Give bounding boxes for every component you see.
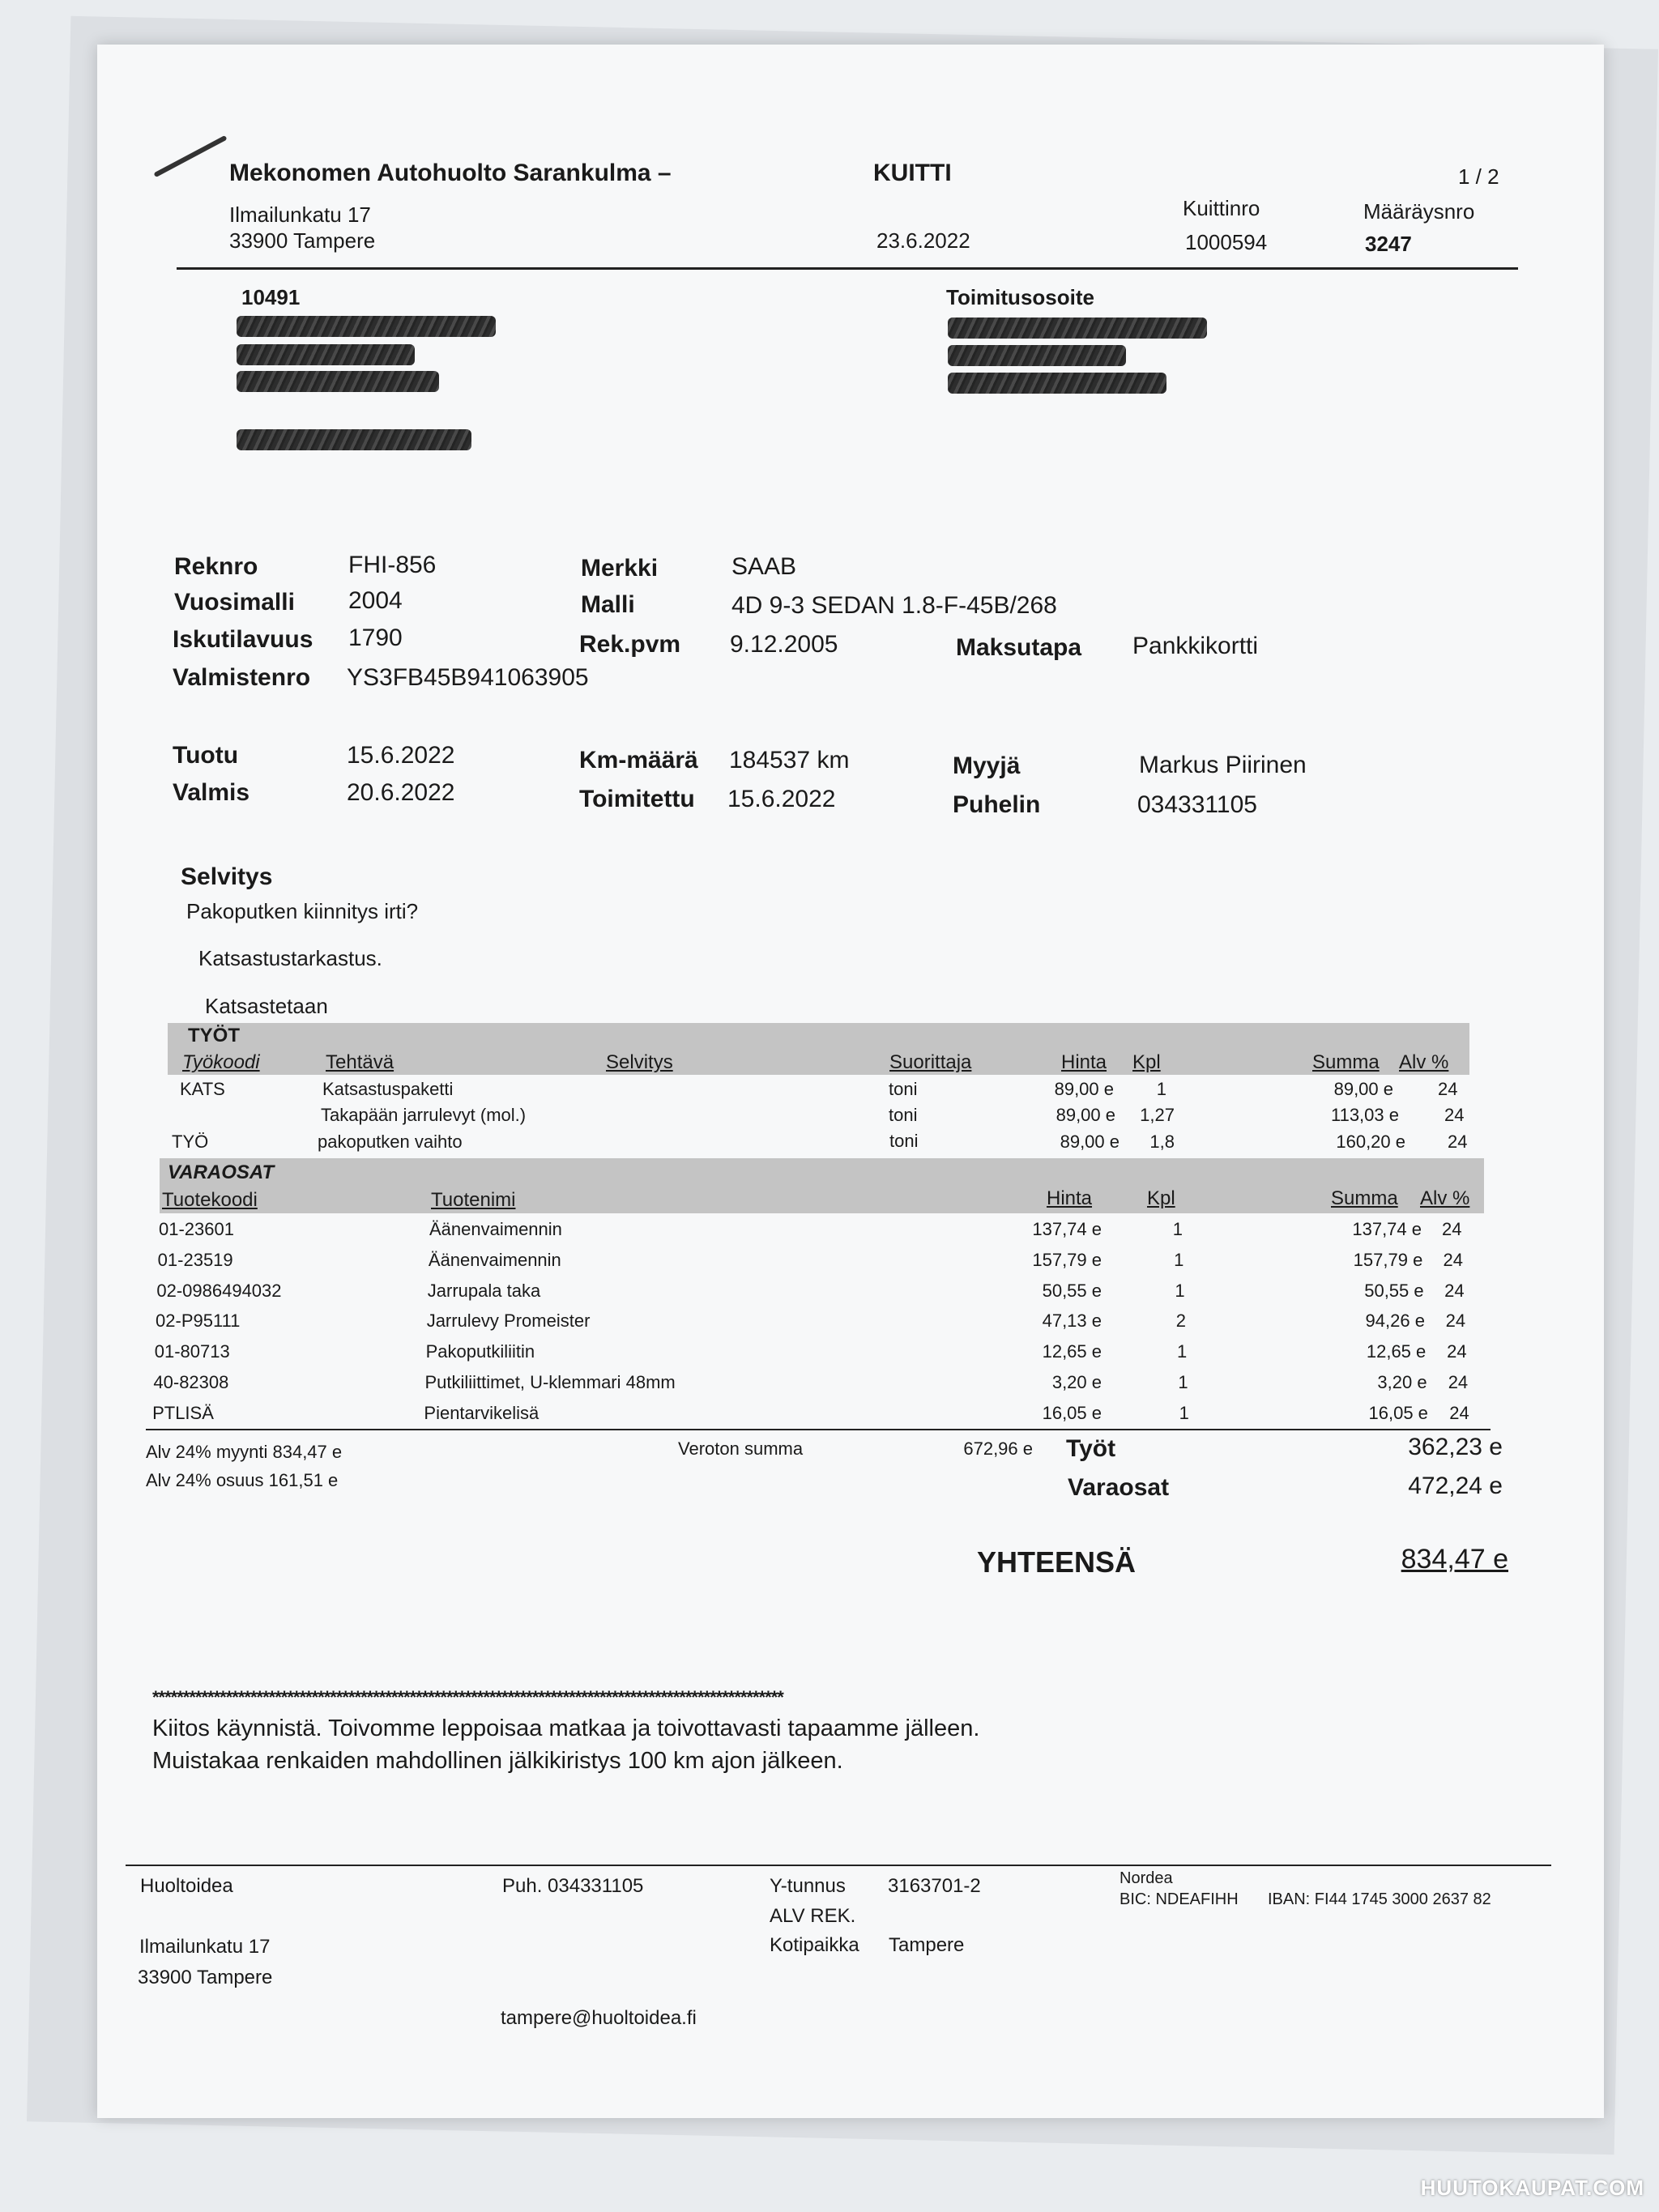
redacted-delivery-name <box>948 318 1207 339</box>
redacted-delivery-street <box>948 345 1126 366</box>
varaosat-col-header: Kpl <box>1147 1187 1175 1209</box>
valmis-value: 20.6.2022 <box>347 779 455 806</box>
tyot-col-header: Suorittaja <box>889 1051 972 1073</box>
reknro-label: Reknro <box>174 553 258 580</box>
varaosat-cell: 1 <box>1177 1341 1188 1362</box>
varaosat-cell: 02-0986494032 <box>156 1280 282 1301</box>
varaosat-cell: 24 <box>1443 1249 1464 1270</box>
merkki-label: Merkki <box>581 555 659 582</box>
varaosat-total-value: 472,24 e <box>1408 1473 1503 1499</box>
varaosat-title: VARAOSAT <box>168 1161 275 1183</box>
ytunnus-value: 3163701-2 <box>888 1875 981 1897</box>
tyot-total-label: Työt <box>1066 1435 1116 1462</box>
varaosat-cell: 01-23601 <box>159 1219 234 1239</box>
footer-company: Huoltoidea <box>140 1875 233 1897</box>
redacted-customer-name <box>237 316 496 337</box>
varaosat-cell: 137,74 e <box>1032 1219 1102 1239</box>
malli-value: 4D 9-3 SEDAN 1.8-F-45B/268 <box>731 592 1057 619</box>
tyot-cell: 160,20 e <box>1336 1132 1405 1152</box>
tyot-cell: 89,00 e <box>1333 1079 1393 1099</box>
tyot-col-header: Summa <box>1312 1051 1380 1073</box>
document-type: KUITTI <box>873 160 952 186</box>
footer-email[interactable]: tampere@huoltoidea.fi <box>501 2007 697 2029</box>
tyot-cell: KATS <box>180 1079 225 1099</box>
selvitys-line: Katsastustarkastus. <box>198 946 382 970</box>
varaosat-cell: 24 <box>1448 1372 1469 1392</box>
reknro-value: FHI-856 <box>348 552 437 578</box>
puhelin-label: Puhelin <box>953 791 1041 818</box>
footer-phone: Puh. 034331105 <box>502 1875 644 1897</box>
varaosat-cell: 50,55 e <box>1364 1280 1424 1301</box>
varaosat-col-header: Tuotenimi <box>431 1189 516 1211</box>
varaosat-cell: 157,79 e <box>1353 1249 1423 1270</box>
tyot-cell: 1 <box>1156 1079 1166 1099</box>
valmistenro-value: YS3FB45B941063905 <box>347 664 589 691</box>
company-name: Mekonomen Autohuolto Sarankulma – <box>229 160 672 186</box>
tyot-cell: 1,8 <box>1149 1132 1175 1152</box>
customer-id: 10491 <box>241 285 301 309</box>
thanks-message: Kiitos käynnistä. Toivomme leppoisaa matkaa ja toivottavasti tapaamme jälleen. <box>152 1715 980 1741</box>
varaosat-cell: Jarrulevy Promeister <box>426 1311 591 1332</box>
tire-message: Muistakaa renkaiden mahdollinen jälkikiristys 100 km ajon jälkeen. <box>152 1748 843 1774</box>
varaosat-cell: 1 <box>1175 1280 1185 1301</box>
kotipaikka-label: Kotipaikka <box>770 1934 859 1956</box>
varaosat-cell: 02-P95111 <box>156 1311 241 1332</box>
tyot-cell: 24 <box>1438 1079 1458 1099</box>
varaosat-cell: 47,13 e <box>1042 1311 1102 1332</box>
footer-city: 33900 Tampere <box>138 1967 273 1988</box>
tyot-cell: 1,27 <box>1140 1105 1175 1125</box>
bank-name: Nordea <box>1120 1869 1173 1887</box>
varaosat-total-label: Varaosat <box>1068 1474 1170 1501</box>
tyot-cell: toni <box>889 1131 919 1151</box>
tyot-cell: pakoputken vaihto <box>318 1132 463 1152</box>
tyot-cell: 24 <box>1448 1132 1468 1152</box>
valmistenro-label: Valmistenro <box>173 664 311 691</box>
varaosat-cell: 94,26 e <box>1365 1311 1425 1332</box>
order-no: 3247 <box>1365 232 1412 256</box>
myyja-label: Myyjä <box>953 752 1021 779</box>
toimitettu-label: Toimitettu <box>579 786 695 812</box>
page-number: 1 / 2 <box>1458 164 1499 189</box>
bank-iban: IBAN: FI44 1745 3000 2637 82 <box>1268 1890 1491 1908</box>
redacted-delivery-city <box>948 373 1166 394</box>
toimitettu-value: 15.6.2022 <box>727 786 836 812</box>
myyja-value: Markus Piirinen <box>1139 752 1307 778</box>
km-label: Km-määrä <box>579 747 698 774</box>
tyot-cell: 89,00 e <box>1060 1132 1120 1152</box>
tyot-cell: TYÖ <box>172 1132 209 1152</box>
tyot-col-header: Kpl <box>1132 1051 1161 1073</box>
receipt-no-label: Kuittinro <box>1183 196 1260 220</box>
selvitys-line: Katsastetaan <box>205 994 328 1018</box>
maksutapa-label: Maksutapa <box>956 634 1082 661</box>
tyot-col-header: Selvitys <box>606 1051 673 1073</box>
footer-divider <box>126 1865 1551 1866</box>
site-watermark: HUUTOKAUPAT.COM <box>1420 2176 1644 2200</box>
tuotu-label: Tuotu <box>173 742 239 769</box>
selvitys-line: Pakoputken kiinnitys irti? <box>186 899 419 923</box>
tyot-cell: 113,03 e <box>1330 1105 1399 1125</box>
malli-label: Malli <box>581 591 635 618</box>
rekpvm-label: Rek.pvm <box>579 631 681 658</box>
varaosat-cell: 1 <box>1179 1402 1189 1423</box>
varaosat-cell: 24 <box>1445 1311 1466 1332</box>
valmis-label: Valmis <box>173 779 250 806</box>
header-divider <box>177 267 1518 270</box>
stars-divider: ******************************************************************************************************* <box>152 1687 783 1707</box>
iskutilavuus-label: Iskutilavuus <box>173 626 313 653</box>
tuotu-value: 15.6.2022 <box>347 742 455 769</box>
totals-divider <box>146 1429 1491 1430</box>
varaosat-cell: 01-80713 <box>154 1341 230 1362</box>
varaosat-cell: 157,79 e <box>1032 1249 1102 1270</box>
varaosat-cell: 16,05 e <box>1368 1402 1428 1423</box>
varaosat-cell: 50,55 e <box>1042 1280 1102 1301</box>
selvitys-title: Selvitys <box>181 863 273 890</box>
tyot-cell: 89,00 e <box>1054 1079 1114 1099</box>
varaosat-cell: 2 <box>1175 1311 1186 1332</box>
footer-street: Ilmailunkatu 17 <box>139 1936 271 1958</box>
order-no-label: Määräysnro <box>1363 199 1475 224</box>
tyot-cell: toni <box>889 1105 918 1125</box>
varaosat-cell: 12,65 e <box>1366 1341 1427 1362</box>
varaosat-cell: 12,65 e <box>1042 1341 1102 1362</box>
rekpvm-value: 9.12.2005 <box>730 631 838 658</box>
company-street: Ilmailunkatu 17 <box>229 202 371 227</box>
varaosat-cell: PTLISÄ <box>152 1402 214 1423</box>
varaosat-cell: Putkiliittimet, U-klemmari 48mm <box>424 1372 676 1392</box>
vuosimalli-label: Vuosimalli <box>174 589 295 616</box>
receipt-date: 23.6.2022 <box>876 228 970 253</box>
kotipaikka-value: Tampere <box>889 1934 965 1956</box>
varaosat-col-header: Tuotekoodi <box>162 1189 258 1211</box>
tyot-cell: 24 <box>1444 1105 1465 1125</box>
varaosat-cell: 24 <box>1447 1341 1467 1362</box>
varaosat-cell: Pientarvikelisä <box>424 1402 539 1423</box>
tyot-col-header: Työkoodi <box>182 1051 260 1073</box>
company-city: 33900 Tampere <box>229 228 376 253</box>
varaosat-cell: 01-23519 <box>157 1249 233 1270</box>
tyot-cell: Takapään jarrulevyt (mol.) <box>321 1105 527 1125</box>
maksutapa-value: Pankkikortti <box>1132 633 1259 659</box>
tyot-col-header: Alv % <box>1399 1051 1449 1073</box>
varaosat-cell: Äänenvaimennin <box>428 1249 561 1270</box>
delivery-address-label: Toimitusosoite <box>946 285 1094 309</box>
km-value: 184537 km <box>729 747 850 774</box>
varaosat-cell: 137,74 e <box>1352 1219 1422 1239</box>
tyot-cell: toni <box>889 1079 918 1099</box>
redacted-customer-street <box>237 344 415 365</box>
varaosat-col-header: Summa <box>1331 1187 1398 1209</box>
puhelin-value: 034331105 <box>1137 791 1257 818</box>
varaosat-cell: 16,05 e <box>1042 1402 1102 1423</box>
varaosat-cell: 24 <box>1442 1219 1462 1239</box>
alv-myynti: Alv 24% myynti 834,47 e <box>146 1442 343 1462</box>
redacted-customer-phone <box>237 429 471 450</box>
varaosat-cell: 1 <box>1174 1249 1184 1270</box>
grand-total-label: YHTEENSÄ <box>977 1545 1137 1579</box>
varaosat-cell: Jarrupala taka <box>427 1280 541 1301</box>
ytunnus-label: Y-tunnus <box>770 1875 846 1897</box>
varaosat-cell: 1 <box>1172 1219 1183 1239</box>
varaosat-cell: 40-82308 <box>153 1372 229 1392</box>
tyot-cell: Katsastuspaketti <box>322 1079 454 1099</box>
varaosat-col-header: Hinta <box>1047 1187 1093 1209</box>
iskutilavuus-value: 1790 <box>348 624 403 651</box>
alv-osuus: Alv 24% osuus 161,51 e <box>146 1470 339 1490</box>
tyot-cell: 89,00 e <box>1056 1105 1115 1125</box>
tyot-col-header: Hinta <box>1061 1051 1107 1073</box>
varaosat-cell: Äänenvaimennin <box>429 1219 562 1239</box>
tyot-total-value: 362,23 e <box>1408 1434 1503 1460</box>
varaosat-cell: 1 <box>1178 1372 1188 1392</box>
varaosat-header-bar <box>160 1158 1484 1213</box>
redacted-customer-city <box>237 371 439 392</box>
alv-rek: ALV REK. <box>770 1905 856 1927</box>
merkki-value: SAAB <box>731 553 797 580</box>
varaosat-cell: 24 <box>1444 1280 1465 1301</box>
receipt-no: 1000594 <box>1185 230 1268 254</box>
veroton-value: 672,96 e <box>963 1438 1033 1459</box>
varaosat-cell: Pakoputkiliitin <box>425 1341 535 1362</box>
vuosimalli-value: 2004 <box>348 587 403 614</box>
varaosat-cell: 24 <box>1449 1402 1469 1423</box>
veroton-label: Veroton summa <box>678 1438 804 1459</box>
tyot-col-header: Tehtävä <box>326 1051 394 1073</box>
grand-total-value: 834,47 e <box>1401 1544 1508 1575</box>
bank-bic: BIC: NDEAFIHH <box>1120 1890 1239 1908</box>
varaosat-col-header: Alv % <box>1420 1187 1470 1209</box>
tyot-title: TYÖT <box>188 1025 240 1046</box>
varaosat-cell: 3,20 e <box>1377 1372 1427 1392</box>
varaosat-cell: 3,20 e <box>1051 1372 1102 1392</box>
